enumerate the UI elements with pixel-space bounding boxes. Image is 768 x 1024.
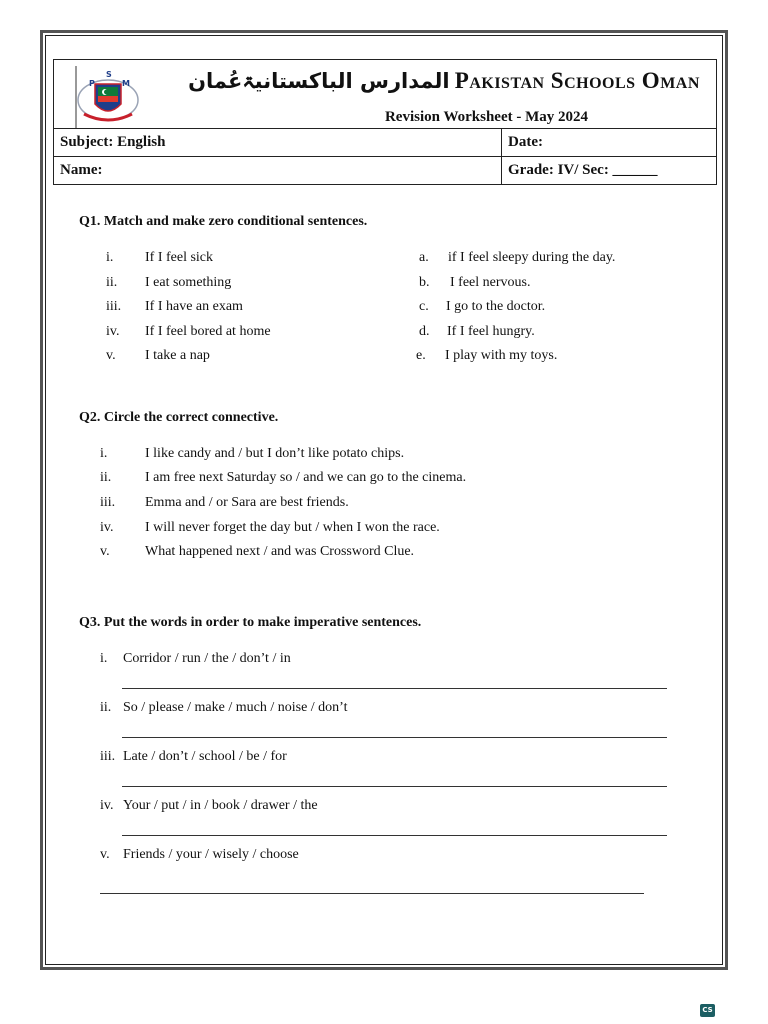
q1-right-item: I play with my toys. bbox=[445, 348, 558, 363]
q1-right-num: c. bbox=[419, 299, 429, 314]
q2-item: Emma and / or Sara are best friends. bbox=[145, 495, 349, 510]
q2-item: I like candy and / but I don’t like potato chips. bbox=[145, 446, 405, 461]
q1-right-item: If I feel hungry. bbox=[447, 324, 535, 339]
header-table bbox=[53, 59, 717, 185]
q1-left-num: ii. bbox=[106, 275, 118, 290]
grade-cell: Grade: IV/ Sec: ______ bbox=[502, 157, 717, 185]
q1-right-num: a. bbox=[419, 250, 429, 265]
q1-left-item: If I feel sick bbox=[145, 250, 214, 265]
school-name bbox=[184, 68, 704, 94]
q1-right-num: e. bbox=[416, 348, 426, 363]
q1-left-num: iii. bbox=[106, 299, 122, 314]
q3-item: Late / don’t / school / be / for bbox=[123, 749, 287, 764]
name-cell: Name: bbox=[54, 157, 502, 185]
q2-num: iii. bbox=[100, 495, 116, 510]
school-name-urdu: المدارس الباکستانیۃعُمان bbox=[188, 69, 450, 93]
q3-item: Friends / your / wisely / choose bbox=[123, 847, 299, 862]
q1-right-item: I feel nervous. bbox=[450, 275, 531, 290]
q1-title: Q1. Match and make zero conditional sentences. bbox=[79, 214, 368, 229]
q1-right-item: if I feel sleepy during the day. bbox=[448, 250, 616, 265]
q1-left-item: I take a nap bbox=[145, 348, 210, 363]
q3-title: Q3. Put the words in order to make imperative sentences. bbox=[79, 615, 422, 630]
q1-right-num: d. bbox=[419, 324, 430, 339]
q2-num: ii. bbox=[100, 470, 112, 485]
q2-item: I will never forget the day but / when I won the race. bbox=[145, 520, 440, 535]
q3-item: Your / put / in / book / drawer / the bbox=[123, 798, 318, 813]
q1-left-num: iv. bbox=[106, 324, 120, 339]
camscanner-badge-icon: CS bbox=[700, 1004, 715, 1017]
q2-item: I am free next Saturday so / and we can go to the cinema. bbox=[145, 470, 467, 485]
q1-left-item: If I feel bored at home bbox=[145, 324, 271, 339]
q3-answer-line-3[interactable] bbox=[122, 786, 667, 787]
q3-item: Corridor / run / the / don’t / in bbox=[123, 651, 291, 666]
subject-cell: Subject: English bbox=[54, 129, 502, 157]
q3-num: i. bbox=[100, 651, 108, 666]
q1-right-item: I go to the doctor. bbox=[446, 299, 546, 314]
q1-left-num: i. bbox=[106, 250, 114, 265]
date-cell: Date: bbox=[502, 129, 717, 157]
worksheet-subtitle: Revision Worksheet - May 2024 bbox=[384, 109, 589, 125]
school-logo-icon bbox=[62, 66, 142, 128]
school-name-english: Pakistan Schools Oman bbox=[454, 68, 700, 93]
q2-item: What happened next / and was Crossword Clue. bbox=[145, 544, 415, 559]
q3-answer-line-1[interactable] bbox=[122, 688, 667, 689]
q3-answer-line-4[interactable] bbox=[122, 835, 667, 836]
q3-answer-line-2[interactable] bbox=[122, 737, 667, 738]
q2-num: v. bbox=[100, 544, 110, 559]
logo-letter-m: M bbox=[122, 79, 130, 88]
q3-num: iv. bbox=[100, 798, 114, 813]
q1-left-item: If I have an exam bbox=[145, 299, 243, 314]
q2-num: iv. bbox=[100, 520, 114, 535]
q3-num: v. bbox=[100, 847, 110, 862]
q1-left-num: v. bbox=[106, 348, 116, 363]
q3-item: So / please / make / much / noise / don’t bbox=[123, 700, 348, 715]
school-banner bbox=[54, 60, 717, 129]
q2-num: i. bbox=[100, 446, 108, 461]
logo-letter-p: P bbox=[89, 79, 95, 88]
q3-num: iii. bbox=[100, 749, 116, 764]
logo-letter-s: S bbox=[106, 70, 112, 79]
q2-title: Q2. Circle the correct connective. bbox=[79, 410, 279, 425]
q1-right-num: b. bbox=[419, 275, 430, 290]
q3-answer-line-5[interactable] bbox=[100, 893, 644, 894]
q3-num: ii. bbox=[100, 700, 112, 715]
q1-left-item: I eat something bbox=[145, 275, 232, 290]
